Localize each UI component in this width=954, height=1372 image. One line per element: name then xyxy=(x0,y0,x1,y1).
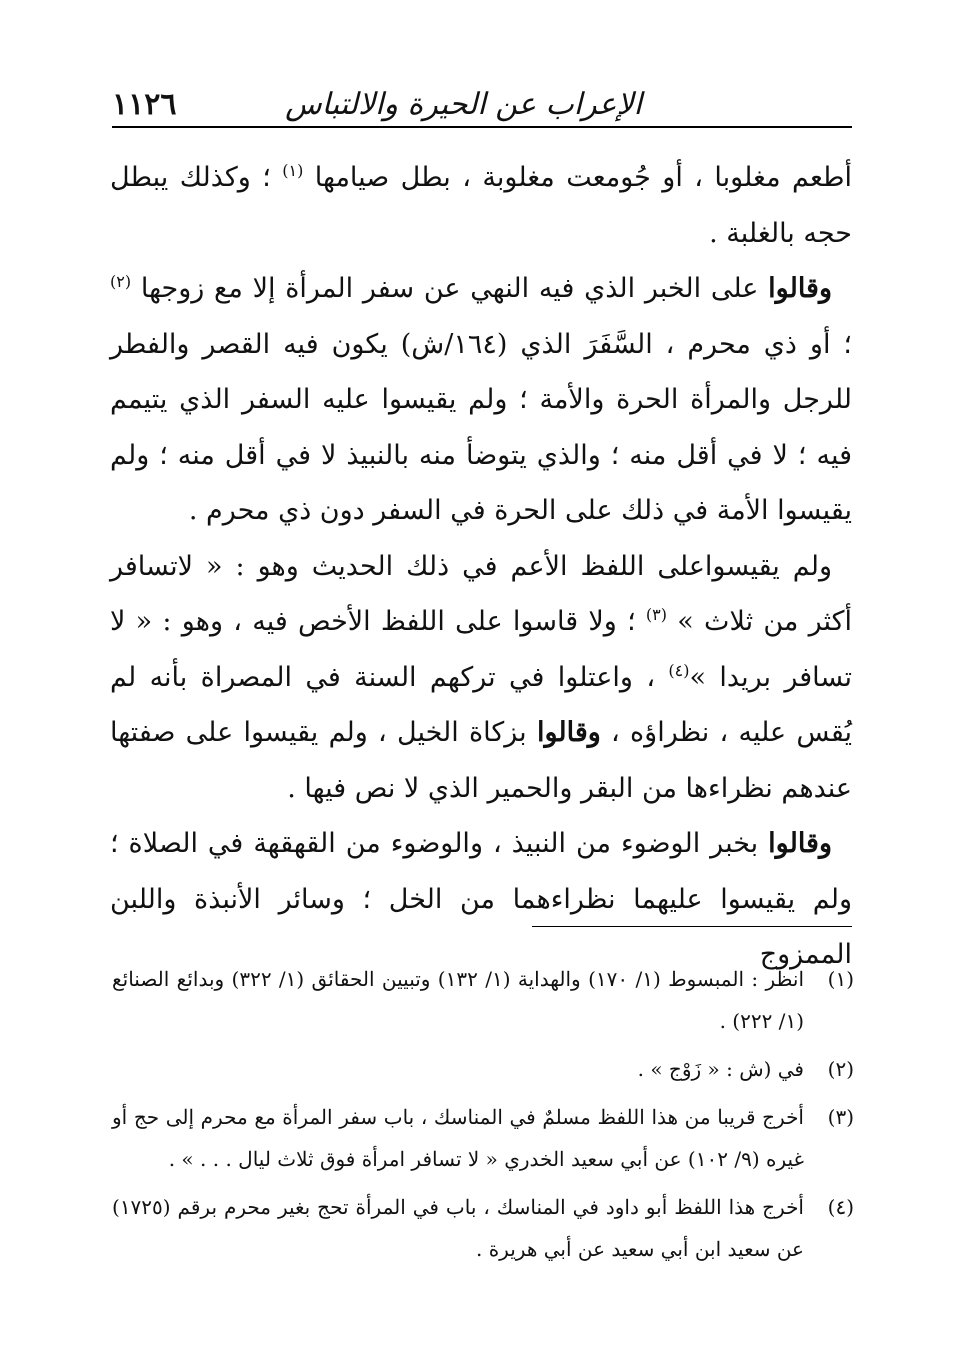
page-header xyxy=(112,82,852,128)
footnote-4 xyxy=(112,1186,854,1270)
paragraph-1-text: أطعم مغلوبا ، أو جُومعت مغلوبة ، بطل صيامها xyxy=(303,162,852,193)
footnote-ref-4: (٤) xyxy=(668,660,690,680)
paragraph-1 xyxy=(110,150,852,261)
paragraph-3-bold: وقالوا xyxy=(536,717,601,748)
paragraph-2-bold: وقالوا xyxy=(768,273,832,304)
footnote-text: في (ش : « زَوْج » . xyxy=(637,1057,804,1081)
paragraph-2-text: على الخبر الذي فيه النهي عن سفر المرأة إلا مع زوجها xyxy=(131,273,769,304)
footnote-3 xyxy=(112,1096,854,1180)
paragraph-2 xyxy=(110,261,852,539)
paragraph-1-after: ؛ وكذلك يبطل حجه بالغلبة . xyxy=(110,162,852,249)
paragraph-3-after: بزكاة الخيل ، ولم يقيسوا على صفتها عندهم نظراءها من البقر والحمير الذي لا نص فيها . xyxy=(110,717,852,804)
paragraph-3-middle2: ، واعتلوا في تركهم السنة في المصراة بأنه لم يُقس عليه ، نظراؤه ، xyxy=(110,661,853,748)
paragraph-4-text: بخبر الوضوء من النبيذ ، والوضوء من القهقهة في الصلاة ؛ ولم يقيسوا عليهما نظراءهما من الخل ؛ وسائر الأنبذة واللبن الممزوج xyxy=(110,828,852,970)
paragraph-3-middle: ؛ ولا قاسوا على اللفظ الأخص فيه ، وهو : « لا تسافر بريدا » xyxy=(110,606,852,693)
paragraph-3 xyxy=(110,539,852,817)
footnote-1 xyxy=(112,958,854,1042)
footnote-number: (٣) xyxy=(827,1105,854,1129)
paragraph-3-text: ولم يقيسواعلى اللفظ الأعم في ذلك الحديث وهو : « لاتسافر أكثر من ثلاث » xyxy=(110,550,853,637)
footnote-number: (٤) xyxy=(827,1195,854,1219)
running-title: الإعراب عن الحيرة والالتباس xyxy=(285,86,642,122)
footnote-text: أخرج هذا اللفظ أبو داود في المناسك ، باب في المرأة تحج بغير محرم برقم (١٧٢٥) عن سعيد ابن أبي سعيد عن أبي هريرة . xyxy=(112,1195,804,1261)
footnote-ref-3: (٣) xyxy=(645,605,668,624)
footnote-number: (١) xyxy=(827,967,854,991)
paragraph-4-bold: وقالوا xyxy=(768,828,832,859)
footnote-ref-1: (١) xyxy=(282,161,304,180)
footnote-text: انظر : المبسوط (١/ ١٧٠) والهداية (١/ ١٣٢) وتبيين الحقائق (١/ ٣٢٢) وبدائع الصنائع (١/ ٢٢٢) . xyxy=(112,967,805,1033)
paragraph-2-after: ؛ أو ذي محرم ، السَّفَرَ الذي (١٦٤/ش) يكون فيه القصر والفطر للرجل والمرأة الحرة والأمة ؛ ولم يقيسوا عليه السفر الذي يتيمم فيه ؛ لا في أقل منه ؛ والذي يتوضأ منه بالنبيذ لا في أقل منه ؛ ولم يقيسوا الأمة في ذلك على الحرة في السفر دون ذي محرم . xyxy=(110,328,852,526)
footnote-text: أخرج قريبا من هذا اللفظ مسلمٌ في المناسك ، باب سفر المرأة مع محرم إلى حج أو غيره (٩/ ١٠٢) عن أبي سعيد الخدري « لا تسافر امرأة فوق ثلاث ليال . . . » . xyxy=(112,1105,804,1171)
footnotes xyxy=(112,958,854,1276)
main-text xyxy=(110,150,852,983)
page-number: ١١٢٦ xyxy=(112,86,177,122)
footnote-number: (٢) xyxy=(827,1057,854,1081)
footnote-2 xyxy=(112,1048,854,1090)
footnote-divider xyxy=(532,926,852,927)
footnote-ref-2: (٢) xyxy=(110,272,132,291)
